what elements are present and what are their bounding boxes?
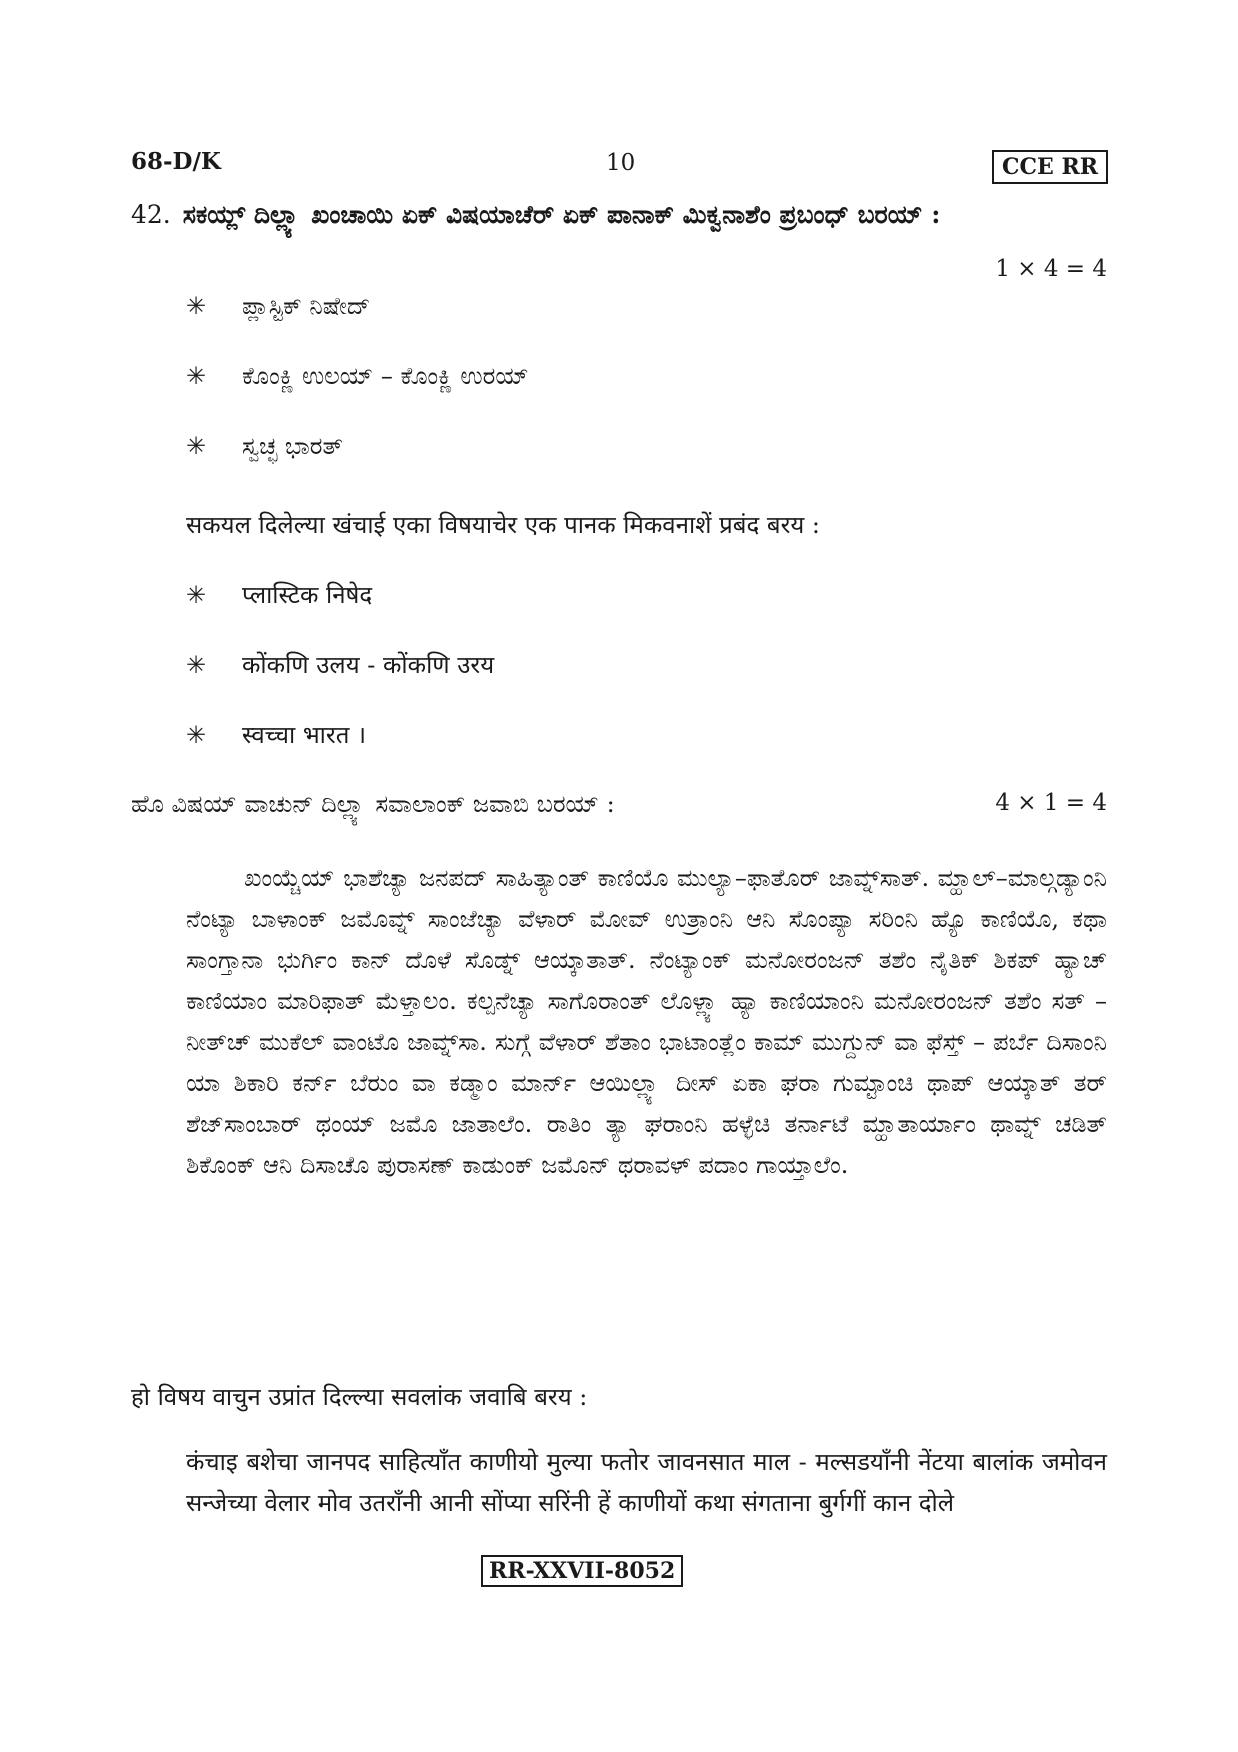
paper-code: 68-D/K bbox=[131, 148, 221, 175]
topic-kannada-3 bbox=[186, 432, 343, 460]
question-42-instruction bbox=[131, 200, 1111, 230]
series-code-box: CCE RR bbox=[992, 150, 1108, 184]
topic-devanagari-1 bbox=[186, 578, 372, 611]
passage-kannada bbox=[186, 858, 1107, 1186]
passage-devanagari-text: कंचाइ बशेचा जानपद साहित्याँत काणीयो मुल्या फतोर जावनसात माल - मल्सडयाँनी नेंटया बालांक जमोवन सन्जेच्या वेलार मोव उतराँनी आनी सोंप्या सरिंनी हें काणीयों कथा संगताना बुर्गगीं कान दोले bbox=[186, 1448, 1107, 1517]
passage-instruction-kannada: ಹೊ ವಿಷಯ್ ವಾಚುನ್ ದಿಲ್ಲ್ಯಾ ಸವಾಲಾಂಕ್ ಜವಾಬಿ ಬರಯ್ : bbox=[131, 790, 615, 818]
topic-devanagari-3 bbox=[186, 718, 366, 751]
topic-label: ಸ್ವಚ್ಛ ಭಾರತ್ bbox=[242, 432, 343, 460]
passage-instruction-devanagari: हो विषय वाचुन उप्रांत दिल्ल्या सवलांक जवाबि बरय : bbox=[131, 1383, 588, 1411]
topic-label: ಕೊಂಕ್ಣಿ ಉಲಯ್ – ಕೊಂಕ್ಣಿ ಉರಯ್ bbox=[242, 362, 529, 390]
page-number: 10 bbox=[606, 150, 636, 176]
topic-label: प्लास्टिक निषेद bbox=[242, 581, 373, 609]
asterisk-icon: ✳ bbox=[186, 362, 207, 390]
passage-marks: 4 × 1 = 4 bbox=[995, 790, 1107, 816]
asterisk-icon: ✳ bbox=[186, 581, 207, 609]
topic-devanagari-2 bbox=[186, 648, 494, 681]
question-number: 42. bbox=[131, 200, 171, 229]
question-42-instruction-devanagari: सकयल दिलेल्या खंचाई एका विषयाचेर एक पानक मिकवनाशें प्रबंद बरय : bbox=[186, 511, 821, 539]
topic-kannada-2 bbox=[186, 362, 529, 390]
topic-label: ಪ್ಲಾಸ್ಟಿಕ್ ನಿಷೇದ್ bbox=[242, 292, 371, 320]
asterisk-icon: ✳ bbox=[186, 651, 207, 679]
topic-kannada-1 bbox=[186, 292, 370, 320]
question-42-marks: 1 × 4 = 4 bbox=[995, 256, 1107, 282]
passage-devanagari bbox=[186, 1442, 1107, 1524]
asterisk-icon: ✳ bbox=[186, 292, 207, 320]
passage-kannada-text: ಖಂಯ್ಚೆಯ್ ಭಾಶೆಚ್ಯಾ ಜನಪದ್ ಸಾಹಿತ್ಯಾಂತ್ ಕಾಣಿಯೊ ಮುಲ್ಯಾ–ಫಾತೊರ್ ಜಾವ್ನ್‌ಸಾತ್. ಮ್ಹಾಲ್–ಮಾಲ್ಗಡ್ಯಾಂನಿ ನೆಂಟ್ಯಾ ಬಾಳಾಂಕ್ ಜಮೊವ್ನ್ ಸಾಂಜೆಚ್ಯಾ ವೆಳಾರ್ ಮೋವ್ ಉತ್ರಾಂನಿ ಆನಿ ಸೊಂಪ್ಯಾ ಸರಿಂನಿ ಹ್ಯೊ ಕಾಣಿಯೊ, ಕಥಾ ಸಾಂಗ್ತಾನಾ ಭುರ್ಗಿಂ ಕಾನ್ ದೊಳೆ ಸೊಡ್ನ್ ಆಯ್ಕಾತಾತ್. ನೆಂಟ್ಯಾಂಕ್ ಮನೋರಂಜನ್ ತಶೆಂ ನೈತಿಕ್ ಶಿಕಪ್ ಹ್ಯಾಚ್ ಕಾಣಿಯಾಂ ಮಾರಿಫಾತ್ ಮೆಳ್ತಾಲಂ. ಕಲ್ಪನೆಚ್ಯಾ ಸಾಗೊರಾಂತ್ ಲೊಳ್ಲ್ಯಾ ಹ್ಯಾ ಕಾಣಿಯಾಂನಿ ಮನೋರಂಜನ್ ತಶೆಂ ಸತ್ – ನೀತ್‌ಚ್ ಮುಕೆಲ್ ವಾಂಟೊ ಜಾವ್ನ್‌ಸಾ. ಸುಗ್ಗೆ ವೆಳಾರ್ ಶೆತಾಂ ಭಾಟಾಂತ್ಲೆಂ ಕಾಮ್ ಮುಗ್ದುನ್ ವಾ ಫೆಸ್ತ್ – ಪರ್ಬೆ ದಿಸಾಂನಿ ಯಾ ಶಿಕಾರಿ ಕರ್ನ್ ಬೆರುಂ ವಾ ಕಡ್ಮಾಂ ಮಾರ್ನ್ ಆಯಿಲ್ಲ್ಯಾ ದೀಸ್ ಏಕಾ ಘರಾ ಗುಮ್ಟಾಂಚಿ ಥಾಪ್ ಆಯ್ಕಾತ್ ತರ್ ಶೆಜ್‌ಸಾಂಬಾರ್ ಥಂಯ್ ಜಮೊ ಜಾತಾಲೆಂ. ರಾತಿಂ ತ್ಯಾ ಘರಾಂನಿ ಹಳ್ಳೆಚಿ ತರ್ನಾಟೆ ಮ್ಹಾತಾರ್ಯಾಂ ಥಾವ್ನ್ ಚಡಿತ್ ಶಿಕೊಂಕ್ ಆನಿ ದಿಸಾಚೊ ಪುರಾಸಣ್ ಕಾಡುಂಕ್ ಜಮೊನ್ ಥರಾವಳ್ ಪದಾಂ ಗಾಯ್ತಾಲೆಂ. bbox=[186, 864, 1107, 1179]
asterisk-icon: ✳ bbox=[186, 721, 207, 749]
footer-code-box: RR-XXVII-8052 bbox=[481, 1555, 683, 1587]
asterisk-icon: ✳ bbox=[186, 432, 207, 460]
topic-label: स्वच्चा भारत । bbox=[242, 721, 367, 749]
topic-label: कोंकणि उलय - कोंकणि उरय bbox=[242, 651, 495, 679]
question-text-kannada: ಸಕಯ್ಲ್ ದಿಲ್ಲ್ಯಾ ಖಂಚಾಯಿ ಏಕ್ ವಿಷಯಾಚೆರ್ ಏಕ್ ಪಾನಾಕ್ ಮಿಕ್ವನಾಶೆಂ ಪ್ರಬಂಧ್ ಬರಯ್ : bbox=[182, 200, 941, 229]
